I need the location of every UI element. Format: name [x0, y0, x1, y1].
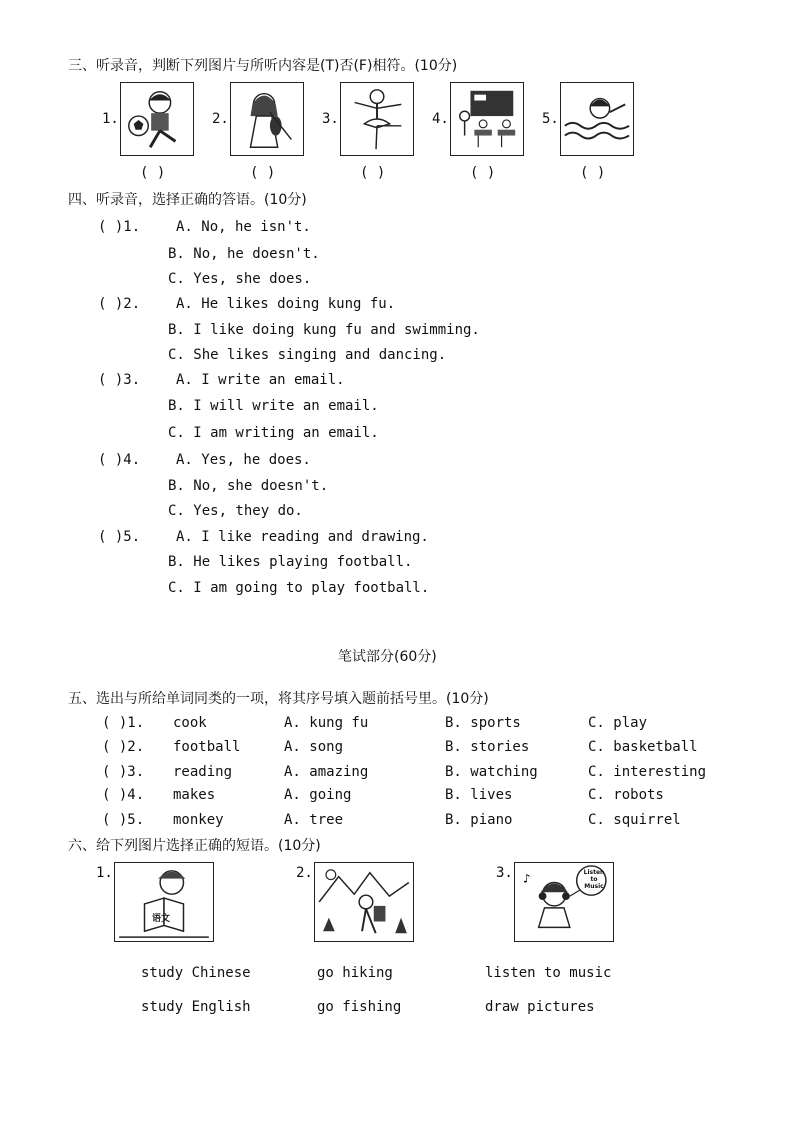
s4-q2-option-b: B. I like doing kung fu and swimming. [168, 322, 480, 338]
s4-q4-lead[interactable]: ( )4. [98, 452, 141, 468]
boy-football-icon [121, 83, 193, 155]
s4-q4-option-a: A. Yes, he does. [176, 452, 311, 468]
s5-row1-option-a: A. kung fu [284, 715, 369, 731]
s3-answer-2[interactable]: ( ) [250, 165, 276, 181]
s5-row5-lead[interactable]: ( )5. [102, 812, 145, 828]
s4-q3-option-c: C. I am writing an email. [168, 425, 379, 441]
s5-row4-lead[interactable]: ( )4. [102, 787, 145, 803]
s6-item2-option1[interactable]: go hiking [317, 965, 393, 981]
s4-q1-option-b: B. No, he doesn't. [168, 246, 320, 262]
s5-row5-option-c: C. squirrel [588, 812, 681, 828]
s4-q5-option-c: C. I am going to play football. [168, 580, 430, 596]
boy-reading-book-icon [115, 863, 213, 941]
s3-picture-2 [230, 82, 304, 156]
hiking-scene-icon [315, 863, 413, 941]
s4-q5-lead[interactable]: ( )5. [98, 529, 141, 545]
s5-row3-word: reading [173, 764, 233, 780]
classroom-icon [451, 83, 523, 155]
s5-row1-option-b: B. sports [445, 715, 521, 731]
section6-title: 六、给下列图片选择正确的短语。(10分) [68, 838, 321, 854]
s5-row3-option-b: B. watching [445, 764, 538, 780]
s5-row3-option-a: A. amazing [284, 764, 369, 780]
girl-violin-icon [231, 83, 303, 155]
s6-item3-option1[interactable]: listen to music [485, 965, 612, 981]
s3-item2-number: 2. [212, 111, 229, 127]
s5-row4-option-c: C. robots [588, 787, 664, 803]
s5-row4-option-b: B. lives [445, 787, 513, 803]
s5-row4-word: makes [173, 787, 216, 803]
s6-picture-3 [514, 862, 614, 942]
s4-q3-option-a: A. I write an email. [176, 372, 345, 388]
bubble-line-1: Listen [583, 869, 605, 876]
s3-item3-number: 3. [322, 111, 339, 127]
s4-q2-option-c: C. She likes singing and dancing. [168, 347, 447, 363]
s5-row3-lead[interactable]: ( )3. [102, 764, 145, 780]
written-part-heading: 笔试部分(60分) [338, 649, 437, 665]
s4-q2-lead[interactable]: ( )2. [98, 296, 141, 312]
s6-item1-option2[interactable]: study English [141, 999, 251, 1015]
ballet-dancer-icon [341, 83, 413, 155]
s6-item2-number: 2. [296, 865, 313, 881]
s5-row2-lead[interactable]: ( )2. [102, 739, 145, 755]
s3-answer-5[interactable]: ( ) [580, 165, 606, 181]
s4-q4-option-b: B. No, she doesn't. [168, 478, 329, 494]
s5-row4-option-a: A. going [284, 787, 352, 803]
s4-q5-option-b: B. He likes playing football. [168, 554, 413, 570]
s6-item2-option2[interactable]: go fishing [317, 999, 402, 1015]
section4-title: 四、听录音，选择正确的答语。(10分) [68, 192, 307, 208]
s5-row3-option-c: C. interesting [588, 764, 707, 780]
s5-row2-option-a: A. song [284, 739, 344, 755]
s5-row5-option-a: A. tree [284, 812, 344, 828]
s4-q1-option-c: C. Yes, she does. [168, 271, 312, 287]
s5-row2-option-c: C. basketball [588, 739, 698, 755]
s4-q3-option-b: B. I will write an email. [168, 398, 379, 414]
bubble-line-2: to [590, 876, 598, 883]
s3-answer-1[interactable]: ( ) [140, 165, 166, 181]
s4-q3-lead[interactable]: ( )3. [98, 372, 141, 388]
bubble-line-3: Music [584, 883, 604, 890]
s6-picture-1 [114, 862, 214, 942]
s3-item4-number: 4. [432, 111, 449, 127]
section5-title: 五、选出与所给单词同类的一项，将其序号填入题前括号里。(10分) [68, 691, 489, 707]
s5-row1-word: cook [173, 715, 207, 731]
s5-row1-lead[interactable]: ( )1. [102, 715, 145, 731]
section3-title: 三、听录音，判断下列图片与所听内容是(T)否(F)相符。(10分) [68, 58, 458, 74]
s3-picture-3 [340, 82, 414, 156]
s4-q5-option-a: A. I like reading and drawing. [176, 529, 429, 545]
s5-row2-option-b: B. stories [445, 739, 530, 755]
s6-item1-number: 1. [96, 865, 113, 881]
s3-answer-4[interactable]: ( ) [470, 165, 496, 181]
s4-q1-option-a: A. No, he isn't. [176, 219, 311, 235]
s6-speech-bubble [579, 869, 609, 890]
s6-item3-number: 3. [496, 865, 513, 881]
s5-row5-word: monkey [173, 812, 224, 828]
s3-picture-4 [450, 82, 524, 156]
s3-answer-3[interactable]: ( ) [360, 165, 386, 181]
s3-item1-number: 1. [102, 111, 119, 127]
s6-book-label: 语文 [152, 914, 171, 924]
s4-q4-option-c: C. Yes, they do. [168, 503, 303, 519]
s3-item5-number: 5. [542, 111, 559, 127]
s5-row5-option-b: B. piano [445, 812, 513, 828]
s3-picture-5 [560, 82, 634, 156]
s4-q1-lead[interactable]: ( )1. [98, 219, 141, 235]
s6-item3-option2[interactable]: draw pictures [485, 999, 595, 1015]
s3-picture-1 [120, 82, 194, 156]
s4-q2-option-a: A. He likes doing kung fu. [176, 296, 396, 312]
s6-picture-2 [314, 862, 414, 942]
s5-row2-word: football [173, 739, 241, 755]
s6-item1-option1[interactable]: study Chinese [141, 965, 251, 981]
svg-text:♪: ♪ [523, 871, 531, 886]
swimming-boy-icon [561, 83, 633, 155]
s5-row1-option-c: C. play [588, 715, 648, 731]
